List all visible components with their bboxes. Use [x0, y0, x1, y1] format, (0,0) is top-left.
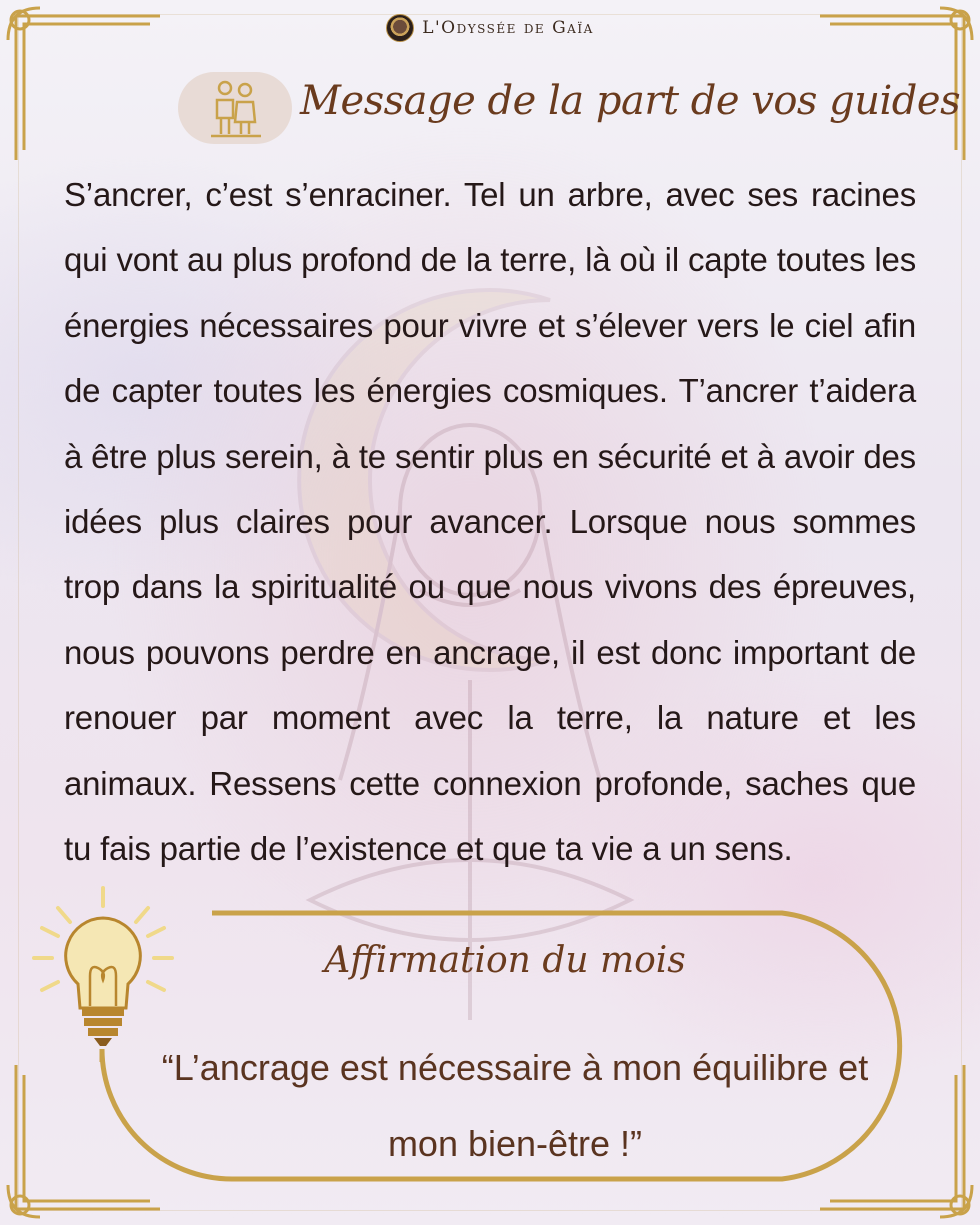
portrait-logo-icon [386, 14, 414, 42]
affirmation-title: Affirmation du mois [324, 940, 686, 981]
affirmation-text: “L’ancrage est nécessaire à mon équilibre et mon bien-être !” [161, 1047, 869, 1164]
message-body: S’ancrer, c’est s’enraciner. Tel un arbre, avec ses racines qui vont au plus profond de la terre, là où il capte toutes les énergies nécessaires pour vivre et s’élever vers le ciel afin de capter toutes les énergies cosmiques. T’ancrer t’aidera à être plus serein, à te sentir plus en sécurité et à avoir des idées plus claires pour avancer. Lorsque nous sommes trop dans la spiritualité ou que nous vivons des épreuves, nous pouvons perdre en ancrage, il est donc important de renouer par moment avec la terre, la nature et les animaux. Ressens cette connexion profonde, saches que tu fais partie de l’existence et que ta vie a un sens. [64, 176, 916, 868]
brand-header [0, 14, 980, 42]
guides-figures-icon [203, 76, 267, 140]
guides-badge [178, 72, 292, 144]
brand-name: L'Odyssée de Gaïa [422, 18, 594, 38]
page-title: Message de la part de vos guides [300, 78, 961, 124]
